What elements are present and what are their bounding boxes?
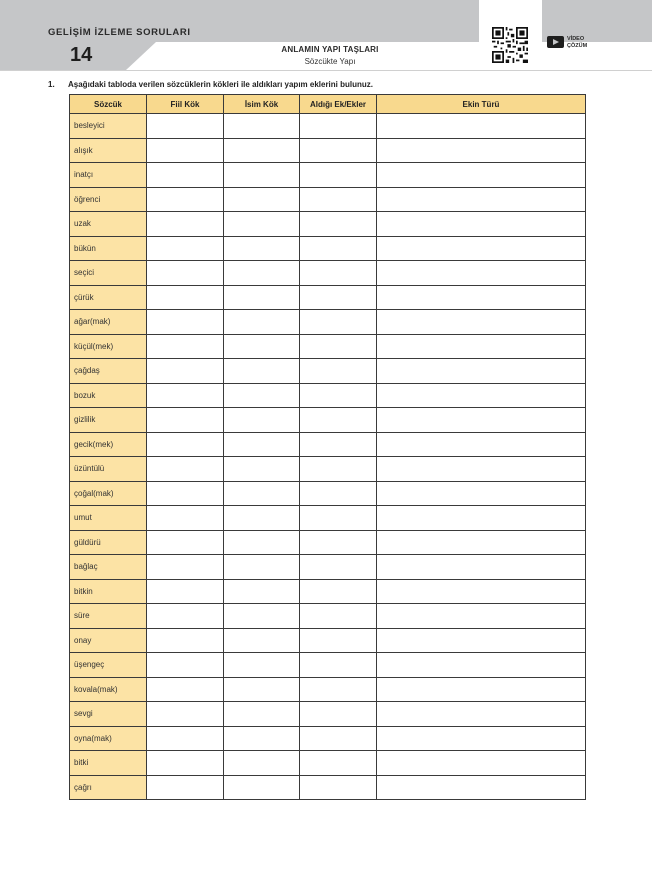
word-cell: onay	[70, 628, 147, 653]
table-row	[70, 628, 586, 653]
series-title: GELİŞİM İZLEME SORULARI	[48, 27, 191, 38]
table-row	[70, 555, 586, 580]
suffix-answer-cell[interactable]	[300, 212, 377, 237]
word-cell: çoğal(mak)	[70, 481, 147, 506]
noun-root-answer-cell[interactable]	[224, 138, 300, 163]
table-row	[70, 751, 586, 776]
verb-root-answer-cell[interactable]	[147, 530, 224, 555]
verb-root-answer-cell[interactable]	[147, 285, 224, 310]
column-header-noun-root: İsim Kök	[224, 95, 300, 114]
table-row	[70, 530, 586, 555]
table-row	[70, 726, 586, 751]
table-row	[70, 702, 586, 727]
suffix-answer-cell[interactable]	[300, 604, 377, 629]
noun-root-answer-cell[interactable]	[224, 555, 300, 580]
suffix-type-answer-cell[interactable]	[377, 653, 586, 678]
word-cell: ağar(mak)	[70, 310, 147, 335]
suffix-answer-cell[interactable]	[300, 751, 377, 776]
page-number: 14	[70, 44, 93, 66]
suffix-type-answer-cell[interactable]	[377, 138, 586, 163]
column-header-word: Sözcük	[70, 95, 147, 114]
noun-root-answer-cell[interactable]	[224, 653, 300, 678]
noun-root-answer-cell[interactable]	[224, 775, 300, 800]
table-row	[70, 359, 586, 384]
word-cell: umut	[70, 506, 147, 531]
suffix-answer-cell[interactable]	[300, 261, 377, 286]
word-cell: uzak	[70, 212, 147, 237]
suffix-type-answer-cell[interactable]	[377, 604, 586, 629]
header-divider	[0, 70, 652, 71]
noun-root-answer-cell[interactable]	[224, 751, 300, 776]
suffix-type-answer-cell[interactable]	[377, 432, 586, 457]
suffix-answer-cell[interactable]	[300, 408, 377, 433]
video-play-icon	[547, 36, 564, 48]
suffix-answer-cell[interactable]	[300, 383, 377, 408]
word-cell: çağrı	[70, 775, 147, 800]
qr-code-icon[interactable]	[492, 27, 528, 63]
word-cell: öğrenci	[70, 187, 147, 212]
suffix-type-answer-cell[interactable]	[377, 751, 586, 776]
noun-root-answer-cell[interactable]	[224, 359, 300, 384]
suffix-type-answer-cell[interactable]	[377, 359, 586, 384]
column-header-suffixes: Aldığı Ek/Ekler	[300, 95, 377, 114]
suffix-answer-cell[interactable]	[300, 310, 377, 335]
table-row	[70, 114, 586, 139]
verb-root-answer-cell[interactable]	[147, 163, 224, 188]
noun-root-answer-cell[interactable]	[224, 604, 300, 629]
suffix-type-answer-cell[interactable]	[377, 236, 586, 261]
video-label-line2: ÇÖZÜM	[567, 42, 588, 49]
word-cell: üşengeç	[70, 653, 147, 678]
verb-root-answer-cell[interactable]	[147, 751, 224, 776]
suffix-answer-cell[interactable]	[300, 775, 377, 800]
noun-root-answer-cell[interactable]	[224, 334, 300, 359]
suffix-answer-cell[interactable]	[300, 702, 377, 727]
word-cell: oyna(mak)	[70, 726, 147, 751]
noun-root-answer-cell[interactable]	[224, 530, 300, 555]
verb-root-answer-cell[interactable]	[147, 310, 224, 335]
verb-root-answer-cell[interactable]	[147, 334, 224, 359]
suffix-answer-cell[interactable]	[300, 726, 377, 751]
table-row	[70, 775, 586, 800]
table-header-row	[70, 95, 586, 114]
suffix-answer-cell[interactable]	[300, 628, 377, 653]
suffix-answer-cell[interactable]	[300, 677, 377, 702]
suffix-type-answer-cell[interactable]	[377, 334, 586, 359]
table-row	[70, 432, 586, 457]
suffix-answer-cell[interactable]	[300, 359, 377, 384]
suffix-type-answer-cell[interactable]	[377, 579, 586, 604]
suffix-answer-cell[interactable]	[300, 285, 377, 310]
suffix-type-answer-cell[interactable]	[377, 481, 586, 506]
verb-root-answer-cell[interactable]	[147, 383, 224, 408]
suffix-type-answer-cell[interactable]	[377, 261, 586, 286]
table-row	[70, 506, 586, 531]
suffix-type-answer-cell[interactable]	[377, 775, 586, 800]
suffix-answer-cell[interactable]	[300, 653, 377, 678]
suffix-answer-cell[interactable]	[300, 334, 377, 359]
question-text: Aşağıdaki tabloda verilen sözcüklerin kökleri ile aldıkları yapım eklerini bulunuz.	[68, 80, 373, 89]
noun-root-answer-cell[interactable]	[224, 383, 300, 408]
word-cell: bağlaç	[70, 555, 147, 580]
table-row	[70, 285, 586, 310]
noun-root-answer-cell[interactable]	[224, 212, 300, 237]
unit-title: ANLAMIN YAPI TAŞLARI	[281, 45, 379, 54]
video-solution-label	[567, 36, 587, 49]
word-cell: kovala(mak)	[70, 677, 147, 702]
noun-root-answer-cell[interactable]	[224, 579, 300, 604]
noun-root-answer-cell[interactable]	[224, 114, 300, 139]
table-row	[70, 163, 586, 188]
verb-root-answer-cell[interactable]	[147, 359, 224, 384]
table-row	[70, 138, 586, 163]
suffix-type-answer-cell[interactable]	[377, 114, 586, 139]
suffix-type-answer-cell[interactable]	[377, 677, 586, 702]
verb-root-answer-cell[interactable]	[147, 677, 224, 702]
word-cell: gizlilik	[70, 408, 147, 433]
noun-root-answer-cell[interactable]	[224, 310, 300, 335]
word-cell: süre	[70, 604, 147, 629]
suffix-type-answer-cell[interactable]	[377, 408, 586, 433]
verb-root-answer-cell[interactable]	[147, 457, 224, 482]
table-row	[70, 653, 586, 678]
word-cell: alışık	[70, 138, 147, 163]
suffix-type-answer-cell[interactable]	[377, 530, 586, 555]
verb-root-answer-cell[interactable]	[147, 408, 224, 433]
verb-root-answer-cell[interactable]	[147, 187, 224, 212]
word-cell: çağdaş	[70, 359, 147, 384]
table-row	[70, 310, 586, 335]
suffix-answer-cell[interactable]	[300, 530, 377, 555]
video-label-line1: VİDEO	[567, 36, 585, 42]
verb-root-answer-cell[interactable]	[147, 212, 224, 237]
verb-root-answer-cell[interactable]	[147, 432, 224, 457]
noun-root-answer-cell[interactable]	[224, 677, 300, 702]
table-row	[70, 408, 586, 433]
verb-root-answer-cell[interactable]	[147, 604, 224, 629]
verb-root-answer-cell[interactable]	[147, 628, 224, 653]
table-row	[70, 212, 586, 237]
table-row	[70, 457, 586, 482]
suffix-type-answer-cell[interactable]	[377, 726, 586, 751]
noun-root-answer-cell[interactable]	[224, 702, 300, 727]
verb-root-answer-cell[interactable]	[147, 236, 224, 261]
noun-root-answer-cell[interactable]	[224, 285, 300, 310]
verb-root-answer-cell[interactable]	[147, 579, 224, 604]
verb-root-answer-cell[interactable]	[147, 702, 224, 727]
suffix-answer-cell[interactable]	[300, 432, 377, 457]
word-cell: besleyici	[70, 114, 147, 139]
word-cell: üzüntülü	[70, 457, 147, 482]
suffix-answer-cell[interactable]	[300, 579, 377, 604]
table-body	[70, 114, 586, 800]
suffix-type-answer-cell[interactable]	[377, 212, 586, 237]
noun-root-answer-cell[interactable]	[224, 628, 300, 653]
suffix-answer-cell[interactable]	[300, 481, 377, 506]
noun-root-answer-cell[interactable]	[224, 408, 300, 433]
unit-subtitle: Sözcükte Yapı	[304, 57, 356, 66]
suffix-answer-cell[interactable]	[300, 457, 377, 482]
qr-code-box[interactable]	[479, 0, 542, 70]
suffix-type-answer-cell[interactable]	[377, 555, 586, 580]
word-cell: bitkin	[70, 579, 147, 604]
table-row	[70, 677, 586, 702]
suffix-answer-cell[interactable]	[300, 163, 377, 188]
table-row	[70, 261, 586, 286]
suffix-type-answer-cell[interactable]	[377, 702, 586, 727]
suffix-type-answer-cell[interactable]	[377, 457, 586, 482]
noun-root-answer-cell[interactable]	[224, 236, 300, 261]
suffix-type-answer-cell[interactable]	[377, 506, 586, 531]
suffix-answer-cell[interactable]	[300, 114, 377, 139]
suffix-answer-cell[interactable]	[300, 187, 377, 212]
table-row	[70, 236, 586, 261]
word-cell: çürük	[70, 285, 147, 310]
word-cell: gecik(mek)	[70, 432, 147, 457]
question-1	[48, 80, 373, 89]
verb-root-answer-cell[interactable]	[147, 506, 224, 531]
verb-root-answer-cell[interactable]	[147, 114, 224, 139]
verb-root-answer-cell[interactable]	[147, 726, 224, 751]
table-row	[70, 334, 586, 359]
noun-root-answer-cell[interactable]	[224, 163, 300, 188]
word-cell: sevgi	[70, 702, 147, 727]
noun-root-answer-cell[interactable]	[224, 506, 300, 531]
verb-root-answer-cell[interactable]	[147, 261, 224, 286]
column-header-verb-root: Fiil Kök	[147, 95, 224, 114]
suffix-answer-cell[interactable]	[300, 506, 377, 531]
noun-root-answer-cell[interactable]	[224, 726, 300, 751]
noun-root-answer-cell[interactable]	[224, 187, 300, 212]
noun-root-answer-cell[interactable]	[224, 457, 300, 482]
word-cell: güldürü	[70, 530, 147, 555]
suffix-answer-cell[interactable]	[300, 138, 377, 163]
word-cell: bükün	[70, 236, 147, 261]
word-cell: inatçı	[70, 163, 147, 188]
column-header-suffix-type: Ekin Türü	[377, 95, 586, 114]
table-row	[70, 481, 586, 506]
word-cell: küçül(mek)	[70, 334, 147, 359]
noun-root-answer-cell[interactable]	[224, 432, 300, 457]
verb-root-answer-cell[interactable]	[147, 481, 224, 506]
suffix-type-answer-cell[interactable]	[377, 383, 586, 408]
table-row	[70, 579, 586, 604]
word-cell: bozuk	[70, 383, 147, 408]
verb-root-answer-cell[interactable]	[147, 555, 224, 580]
page-number-tab-slant	[126, 42, 156, 70]
suffix-type-answer-cell[interactable]	[377, 628, 586, 653]
video-solution-link[interactable]	[542, 0, 652, 70]
noun-root-answer-cell[interactable]	[224, 261, 300, 286]
verb-root-answer-cell[interactable]	[147, 138, 224, 163]
verb-root-answer-cell[interactable]	[147, 775, 224, 800]
question-number: 1.	[48, 80, 55, 89]
verb-root-answer-cell[interactable]	[147, 653, 224, 678]
word-cell: bitki	[70, 751, 147, 776]
suffix-type-answer-cell[interactable]	[377, 187, 586, 212]
table-row	[70, 187, 586, 212]
word-structure-table	[69, 94, 586, 800]
noun-root-answer-cell[interactable]	[224, 481, 300, 506]
table-row	[70, 383, 586, 408]
table-row	[70, 604, 586, 629]
suffix-answer-cell[interactable]	[300, 555, 377, 580]
suffix-answer-cell[interactable]	[300, 236, 377, 261]
page-number-tab	[0, 42, 126, 70]
word-cell: seçici	[70, 261, 147, 286]
suffix-type-answer-cell[interactable]	[377, 285, 586, 310]
suffix-type-answer-cell[interactable]	[377, 163, 586, 188]
suffix-type-answer-cell[interactable]	[377, 310, 586, 335]
